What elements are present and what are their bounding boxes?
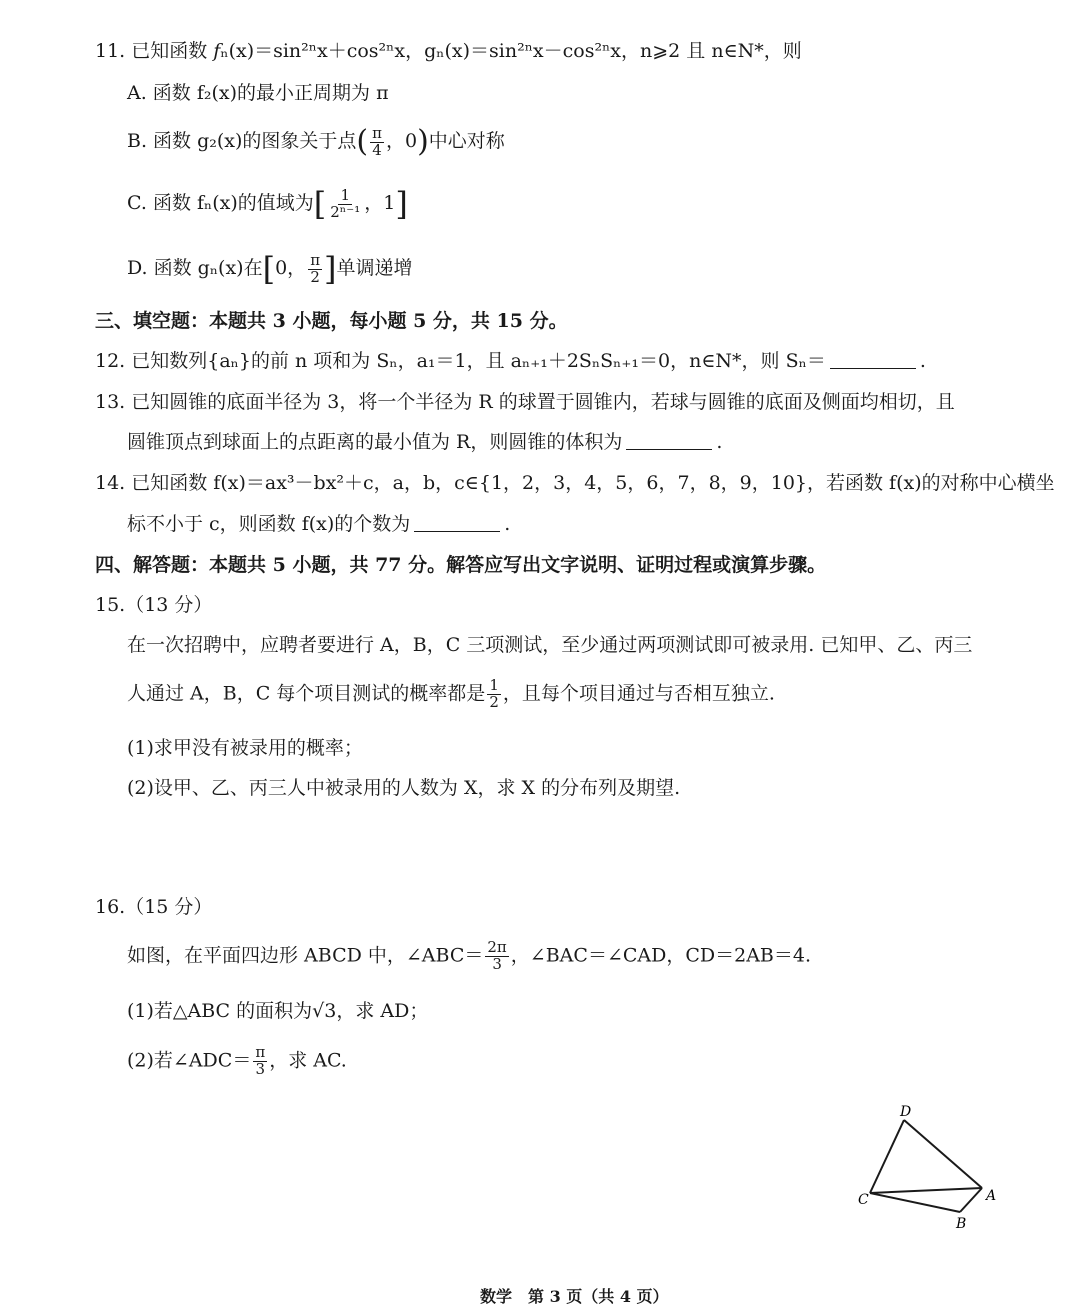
section-4-heading: 四、解答题：本题共 5 小题，共 77 分。解答应写出文字说明、证明过程或演算步骤。 (95, 554, 827, 576)
q12-text: 12. 已知数列{aₙ}的前 n 项和为 Sₙ，a₁＝1，且 aₙ₊₁＋2SₙSₙ₊₁＝0，n∈N*，则 Sₙ＝ . (95, 350, 926, 372)
q14-line1: 14. 已知函数 f(x)＝ax³－bx²＋c，a，b，c∈{1，2，3，4，5，6，7，8，9，10}，若函数 f(x)的对称中心横坐 (95, 472, 1055, 494)
q13-answer-blank (626, 431, 712, 450)
page-footer: 数学 第 3 页（共 4 页） (480, 1287, 669, 1306)
q12-answer-blank (830, 350, 916, 369)
q16-part2: (2)若∠ADC＝ $\frac{\pi}{3}$ ，求 AC. (127, 1043, 347, 1078)
label-b: B (956, 1216, 967, 1232)
quadrilateral-figure (850, 1100, 1010, 1235)
segment-ba (960, 1188, 982, 1212)
q14-answer-blank (414, 513, 500, 532)
q11-option-c: C. 函数 fₙ(x)的值域为[ $\frac{1}{\text{2ⁿ⁻¹}}$ ，1] (127, 185, 408, 223)
segment-da (904, 1120, 982, 1188)
section-3-heading: 三、填空题：本题共 3 小题，每小题 5 分，共 15 分。 (95, 310, 568, 332)
q11-option-d: D. 函数 gₙ(x)在[0， $\frac{\pi}{2}$ ]单调递增 (127, 250, 413, 288)
q11-option-b: B. 函数 g₂(x)的图象关于点( $\frac{\pi}{4}$ ，0)中心对称 (127, 123, 505, 159)
q16-heading: 16.（15 分） (95, 896, 213, 918)
q15-line1: 在一次招聘中，应聘者要进行 A，B，C 三项测试，至少通过两项测试即可被录用. 已知甲、乙、丙三 (127, 634, 973, 656)
label-c: C (858, 1192, 869, 1208)
q11-stem: 11. 已知函数 fₙ(x)＝sin²ⁿx＋cos²ⁿx，gₙ(x)＝sin²ⁿx－cos²ⁿx，n⩾2 且 n∈N*，则 (95, 40, 802, 62)
q15-heading: 15.（13 分） (95, 594, 213, 616)
q11-option-a: A. 函数 f₂(x)的最小正周期为 π (127, 82, 389, 104)
q15-line2: 人通过 A，B，C 每个项目测试的概率都是 $\frac{1}{2}$ ，且每个项目通过与否相互独立. (127, 676, 775, 711)
segment-cb (870, 1193, 960, 1212)
segment-cd (870, 1120, 904, 1193)
label-a: A (986, 1188, 997, 1204)
q13-line1: 13. 已知圆锥的底面半径为 3，将一个半径为 R 的球置于圆锥内，若球与圆锥的底面及侧面均相切，且 (95, 391, 955, 413)
q15-part1: (1)求甲没有被录用的概率； (127, 737, 363, 759)
q14-line2: 标不小于 c，则函数 f(x)的个数为 . (127, 513, 511, 535)
q16-line1: 如图，在平面四边形 ABCD 中，∠ABC＝ $\frac{2\pi}{3}$ ，∠BAC＝∠CAD，CD＝2AB＝4. (127, 938, 812, 973)
segment-ca (870, 1188, 982, 1193)
q15-part2: (2)设甲、乙、丙三人中被录用的人数为 X，求 X 的分布列及期望. (127, 777, 681, 799)
label-d: D (900, 1104, 912, 1120)
q13-line2: 圆锥顶点到球面上的点距离的最小值为 R，则圆锥的体积为 . (127, 431, 723, 453)
q16-part1: (1)若△ABC 的面积为√3，求 AD； (127, 1000, 429, 1022)
